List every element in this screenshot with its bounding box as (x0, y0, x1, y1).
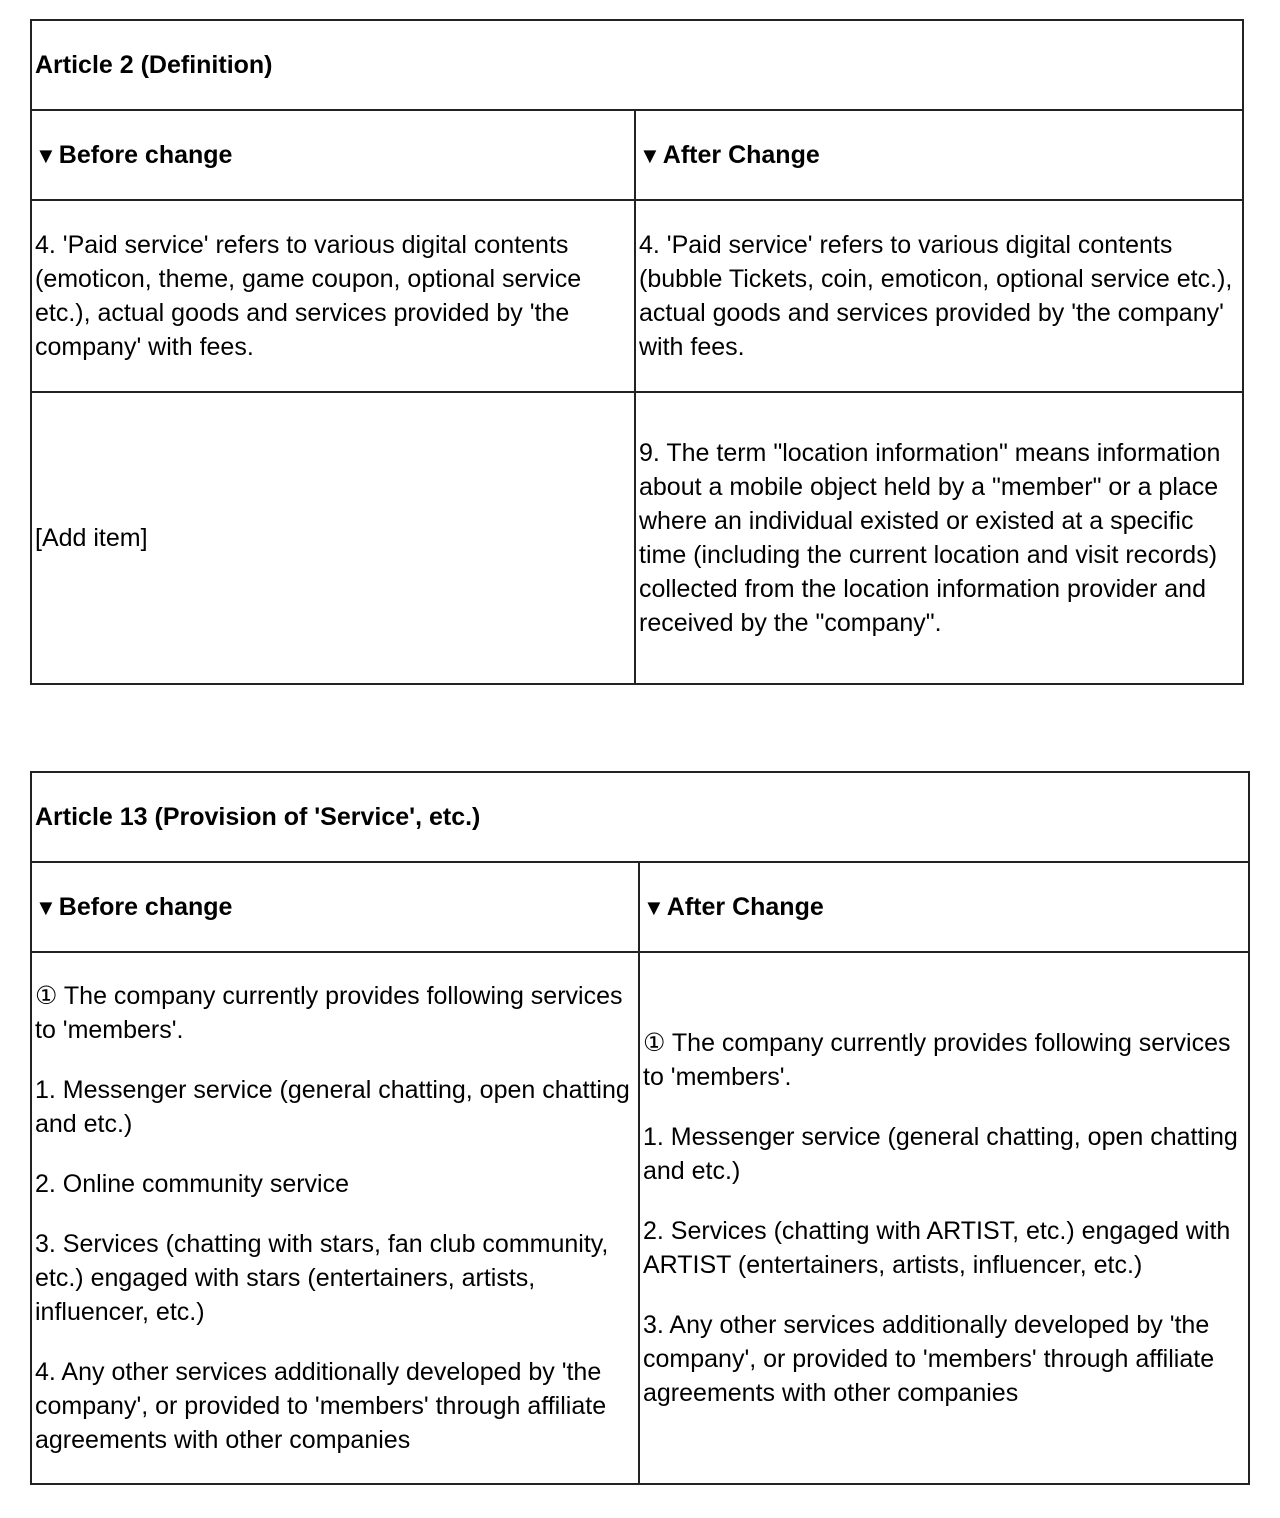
list-item: ① The company currently provides following services to 'members'. (35, 982, 623, 1044)
article-13-header-row (31, 862, 1249, 952)
after-text: 9. The term "location information" means information about a mobile object held by a "member" or a place where an individual existed or existed at a specific time (including the current location and visit records) collected from the location information provider and received by the "company". (639, 439, 1221, 637)
before-text: 4. 'Paid service' refers to various digital contents (emoticon, theme, game coupon, optional service etc.), actual goods and services provided by 'the company' with fees. (35, 231, 582, 361)
after-cell (635, 200, 1243, 392)
table-row (31, 200, 1243, 392)
after-cell (639, 952, 1249, 1484)
after-cell (635, 392, 1243, 684)
before-cell (31, 200, 635, 392)
before-header-label: Before change (58, 140, 233, 169)
article-13-before-header (31, 862, 639, 952)
before-cell (31, 952, 639, 1484)
list-item: 2. Services (chatting with ARTIST, etc.) engaged with ARTIST (entertainers, artists, influencer, etc.) (643, 1217, 1231, 1279)
table-row (31, 392, 1243, 684)
list-item: 3. Services (chatting with stars, fan club community, etc.) engaged with stars (entertainers, artists, influencer, etc.) (35, 1230, 609, 1326)
article-2-after-header (635, 110, 1243, 200)
after-header-label: After Change (666, 892, 824, 921)
article-2-table (30, 19, 1244, 685)
down-triangle-icon: ▼ (35, 142, 57, 168)
list-item: ① The company currently provides following services to 'members'. (643, 1029, 1231, 1091)
down-triangle-icon: ▼ (643, 894, 665, 920)
list-item: 4. Any other services additionally developed by 'the company', or provided to 'members' through affiliate agreements with other companies (35, 1358, 607, 1454)
down-triangle-icon: ▼ (35, 894, 57, 920)
article-2-header-row (31, 110, 1243, 200)
list-item: 1. Messenger service (general chatting, open chatting and etc.) (643, 1123, 1238, 1185)
before-cell (31, 392, 635, 684)
article-2-title-row (31, 20, 1243, 110)
article-2-before-header (31, 110, 635, 200)
table-row (31, 952, 1249, 1484)
after-text: 4. 'Paid service' refers to various digital contents (bubble Tickets, coin, emoticon, optional service etc.), actual goods and services provided by 'the company' with fees. (639, 231, 1233, 361)
article-13-after-header (639, 862, 1249, 952)
list-item: 3. Any other services additionally developed by 'the company', or provided to 'members' through affiliate agreements with other companies (643, 1311, 1215, 1407)
down-triangle-icon: ▼ (639, 142, 661, 168)
article-13-table (30, 771, 1250, 1485)
article-2-title: Article 2 (Definition) (31, 20, 1243, 110)
before-text: [Add item] (35, 524, 148, 552)
article-13-title-row (31, 772, 1249, 862)
list-item: 2. Online community service (35, 1170, 350, 1198)
article-13-title: Article 13 (Provision of 'Service', etc.) (31, 772, 1249, 862)
list-item: 1. Messenger service (general chatting, open chatting and etc.) (35, 1076, 630, 1138)
before-header-label: Before change (58, 892, 233, 921)
after-header-label: After Change (662, 140, 820, 169)
